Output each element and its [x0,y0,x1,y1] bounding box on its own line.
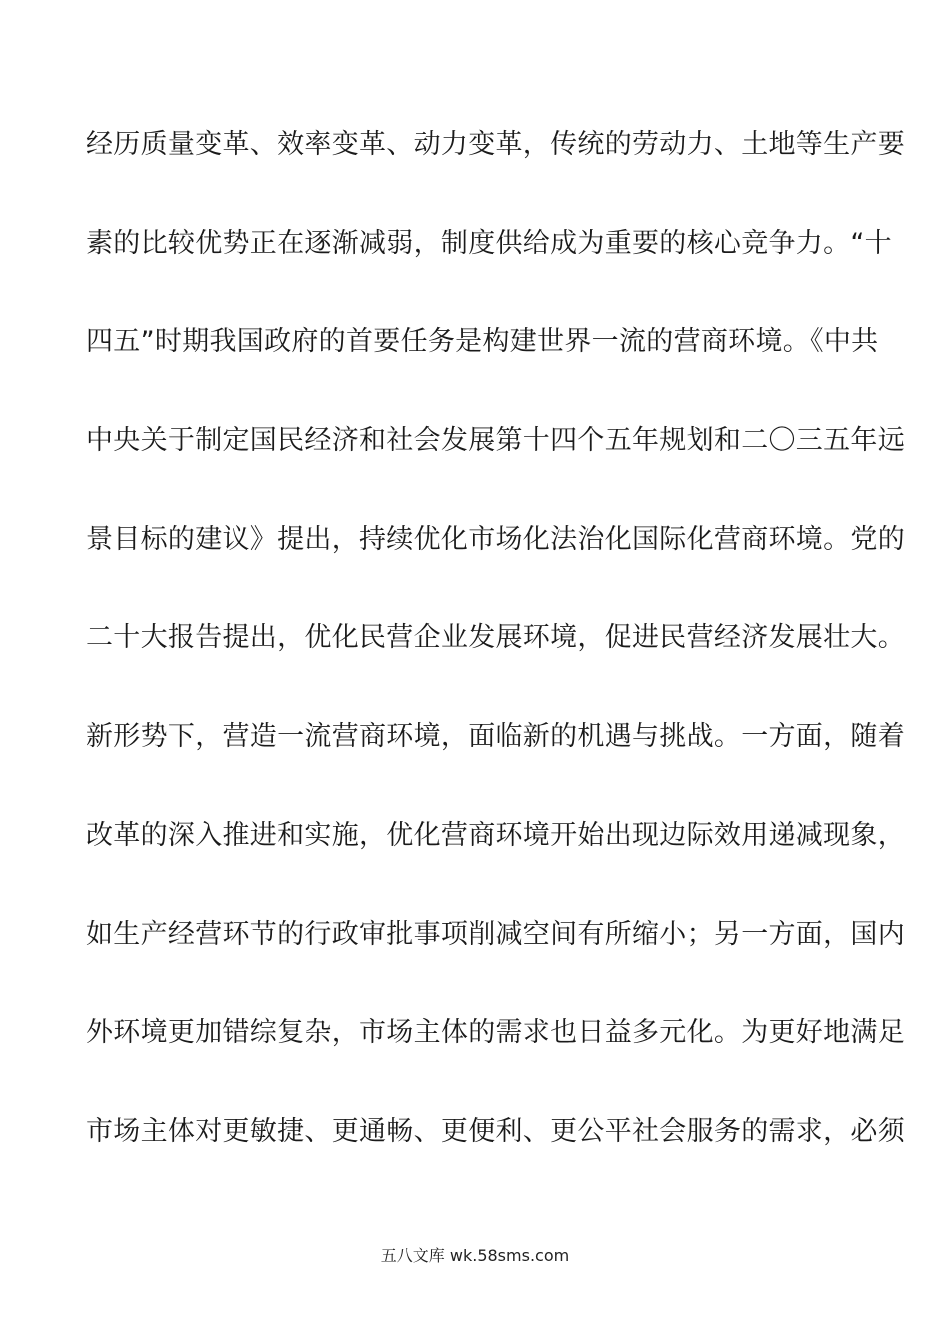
text-line: 二十大报告提出，优化民营企业发展环境，促进民营经济发展壮大。 [86,622,905,654]
page-footer: 五八文库 wk.58sms.com [380,1246,570,1265]
text-line: 如生产经营环节的行政审批事项削减空间有所缩小；另一方面，国内 [86,918,905,950]
text-line: 外环境更加错综复杂，市场主体的需求也日益多元化。为更好地满足 [86,1017,905,1049]
text-line: 市场主体对更敏捷、更通畅、更便利、更公平社会服务的需求，必须 [86,1115,905,1147]
text-line: 经历质量变革、效率变革、动力变革，传统的劳动力、土地等生产要 [86,129,905,160]
text-line: 四五”时期我国政府的首要任务是构建世界一流的营商环境。《中共 [86,326,879,358]
text-line: 中央关于制定国民经济和社会发展第十四个五年规划和二〇三五年远 [86,425,905,457]
text-line: 素的比较优势正在逐渐减弱，制度供给成为重要的核心竞争力。“十 [86,227,892,259]
body-text [86,117,905,1203]
text-line: 景目标的建议》提出，持续优化市场化法治化国际化营商环境。党的 [86,523,905,555]
text-line: 改革的深入推进和实施，优化营商环境开始出现边际效用递减现象， [86,819,905,851]
text-line: 新形势下，营造一流营商环境，面临新的机遇与挑战。一方面，随着 [86,721,905,753]
